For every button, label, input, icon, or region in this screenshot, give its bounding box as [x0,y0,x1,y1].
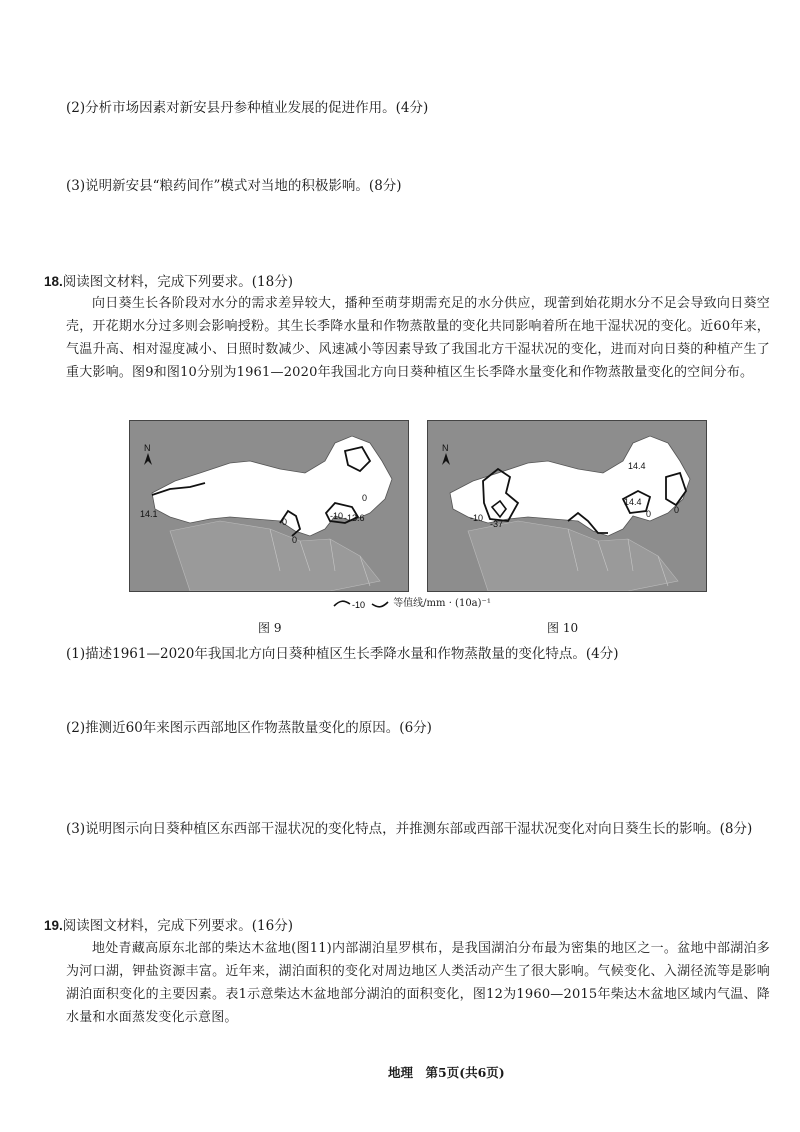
map10-label: 14.4 [628,461,646,471]
q18-material [66,292,770,384]
q18-sub1: (1)描述1961—2020年我国北方向日葵种植区生长季降水量和作物蒸散量的变化特点。(4分) [66,646,619,662]
map10-svg [428,421,706,591]
q18-title: 阅读图文材料，完成下列要求。(18分) [62,274,293,290]
map9-label: 0 [362,493,368,503]
map10-label: 0 [674,505,680,515]
q18-heading [44,270,293,290]
map10-label: 0 [646,509,652,519]
q19-title: 阅读图文材料，完成下列要求。(16分) [62,918,293,934]
q18-sub3: (3)说明图示向日葵种植区东西部干湿状况的变化特点，并推测东部或西部干湿状况变化对向日葵生长的影响。(8分) [66,821,753,837]
legend-text: 等值线/mm · (10a)⁻¹ [393,598,491,609]
q17-sub2: (2)分析市场因素对新安县丹参种植业发展的促进作用。(4分) [66,100,429,116]
map-figure-10 [427,420,707,592]
legend-contour-symbol [332,598,390,610]
map9-svg [130,421,408,591]
q19-number: 19. [44,918,63,933]
q17-sub3: (3)说明新安县“粮药间作”模式对当地的积极影响。(8分) [66,178,402,194]
map10-north-arrow [442,453,450,465]
map10-label: -37 [490,519,504,529]
map-figure-9 [129,420,409,592]
map10-north-label: N [442,443,449,453]
map9-label: 0 [292,535,298,545]
map9-north-arrow [144,453,152,465]
map9-southern-land [170,521,380,591]
q18-number: 18. [44,274,63,289]
map9-label: -13.6 [344,513,365,523]
map9-caption: 图 9 [258,621,282,635]
map9-label: -10 [330,511,344,521]
page-footer: 地理 第5页(共6页) [388,1065,505,1080]
q18-sub2: (2)推测近60年来图示西部地区作物蒸散量变化的原因。(6分) [66,720,432,736]
map10-label: -10 [470,513,484,523]
legend-value: -10 [352,599,366,610]
q19-paragraph: 地处青藏高原东北部的柴达木盆地(图11)内部湖泊星罗棋布，是我国湖泊分布最为密集的地区之一。盆地中部湖泊多为河口湖，钾盐资源丰富。近年来，湖泊面积的变化对周边地区人类活动产生了很大影响。气候变化、入湖径流等是影响湖泊面积变化的主要因素。表1示意柴达木盆地部分湖泊的面积变化，图12为1960—2015年柴达木盆地区域内气温、降水量和水面蒸发变化示意图。 [66,941,770,1025]
map10-study-region [450,436,690,536]
q19-material [66,937,770,1029]
map10-caption: 图 10 [547,621,579,635]
map9-north-label: N [144,443,151,453]
map9-label: 14.1 [140,509,158,519]
q19-heading [44,914,293,934]
map10-southern-land [468,521,678,591]
map10-label: 14.4 [624,497,642,507]
map9-label: 0 [282,517,288,527]
q18-paragraph: 向日葵生长各阶段对水分的需求差异较大，播种至萌芽期需充足的水分供应，现蕾到始花期水分不足会导致向日葵空壳，开花期水分过多则会影响授粉。其生长季降水量和作物蒸散量的变化共同影响着所在地干湿状况的变化。近60年来，气温升高、相对湿度减小、日照时数减少、风速减小等因素导致了我国北方干湿状况的变化，进而对向日葵的种植产生了重大影响。图9和图10分别为1961—2020年我国北方向日葵种植区生长季降水量变化和作物蒸散量变化的空间分布。 [66,296,770,380]
map-legend [332,594,491,610]
